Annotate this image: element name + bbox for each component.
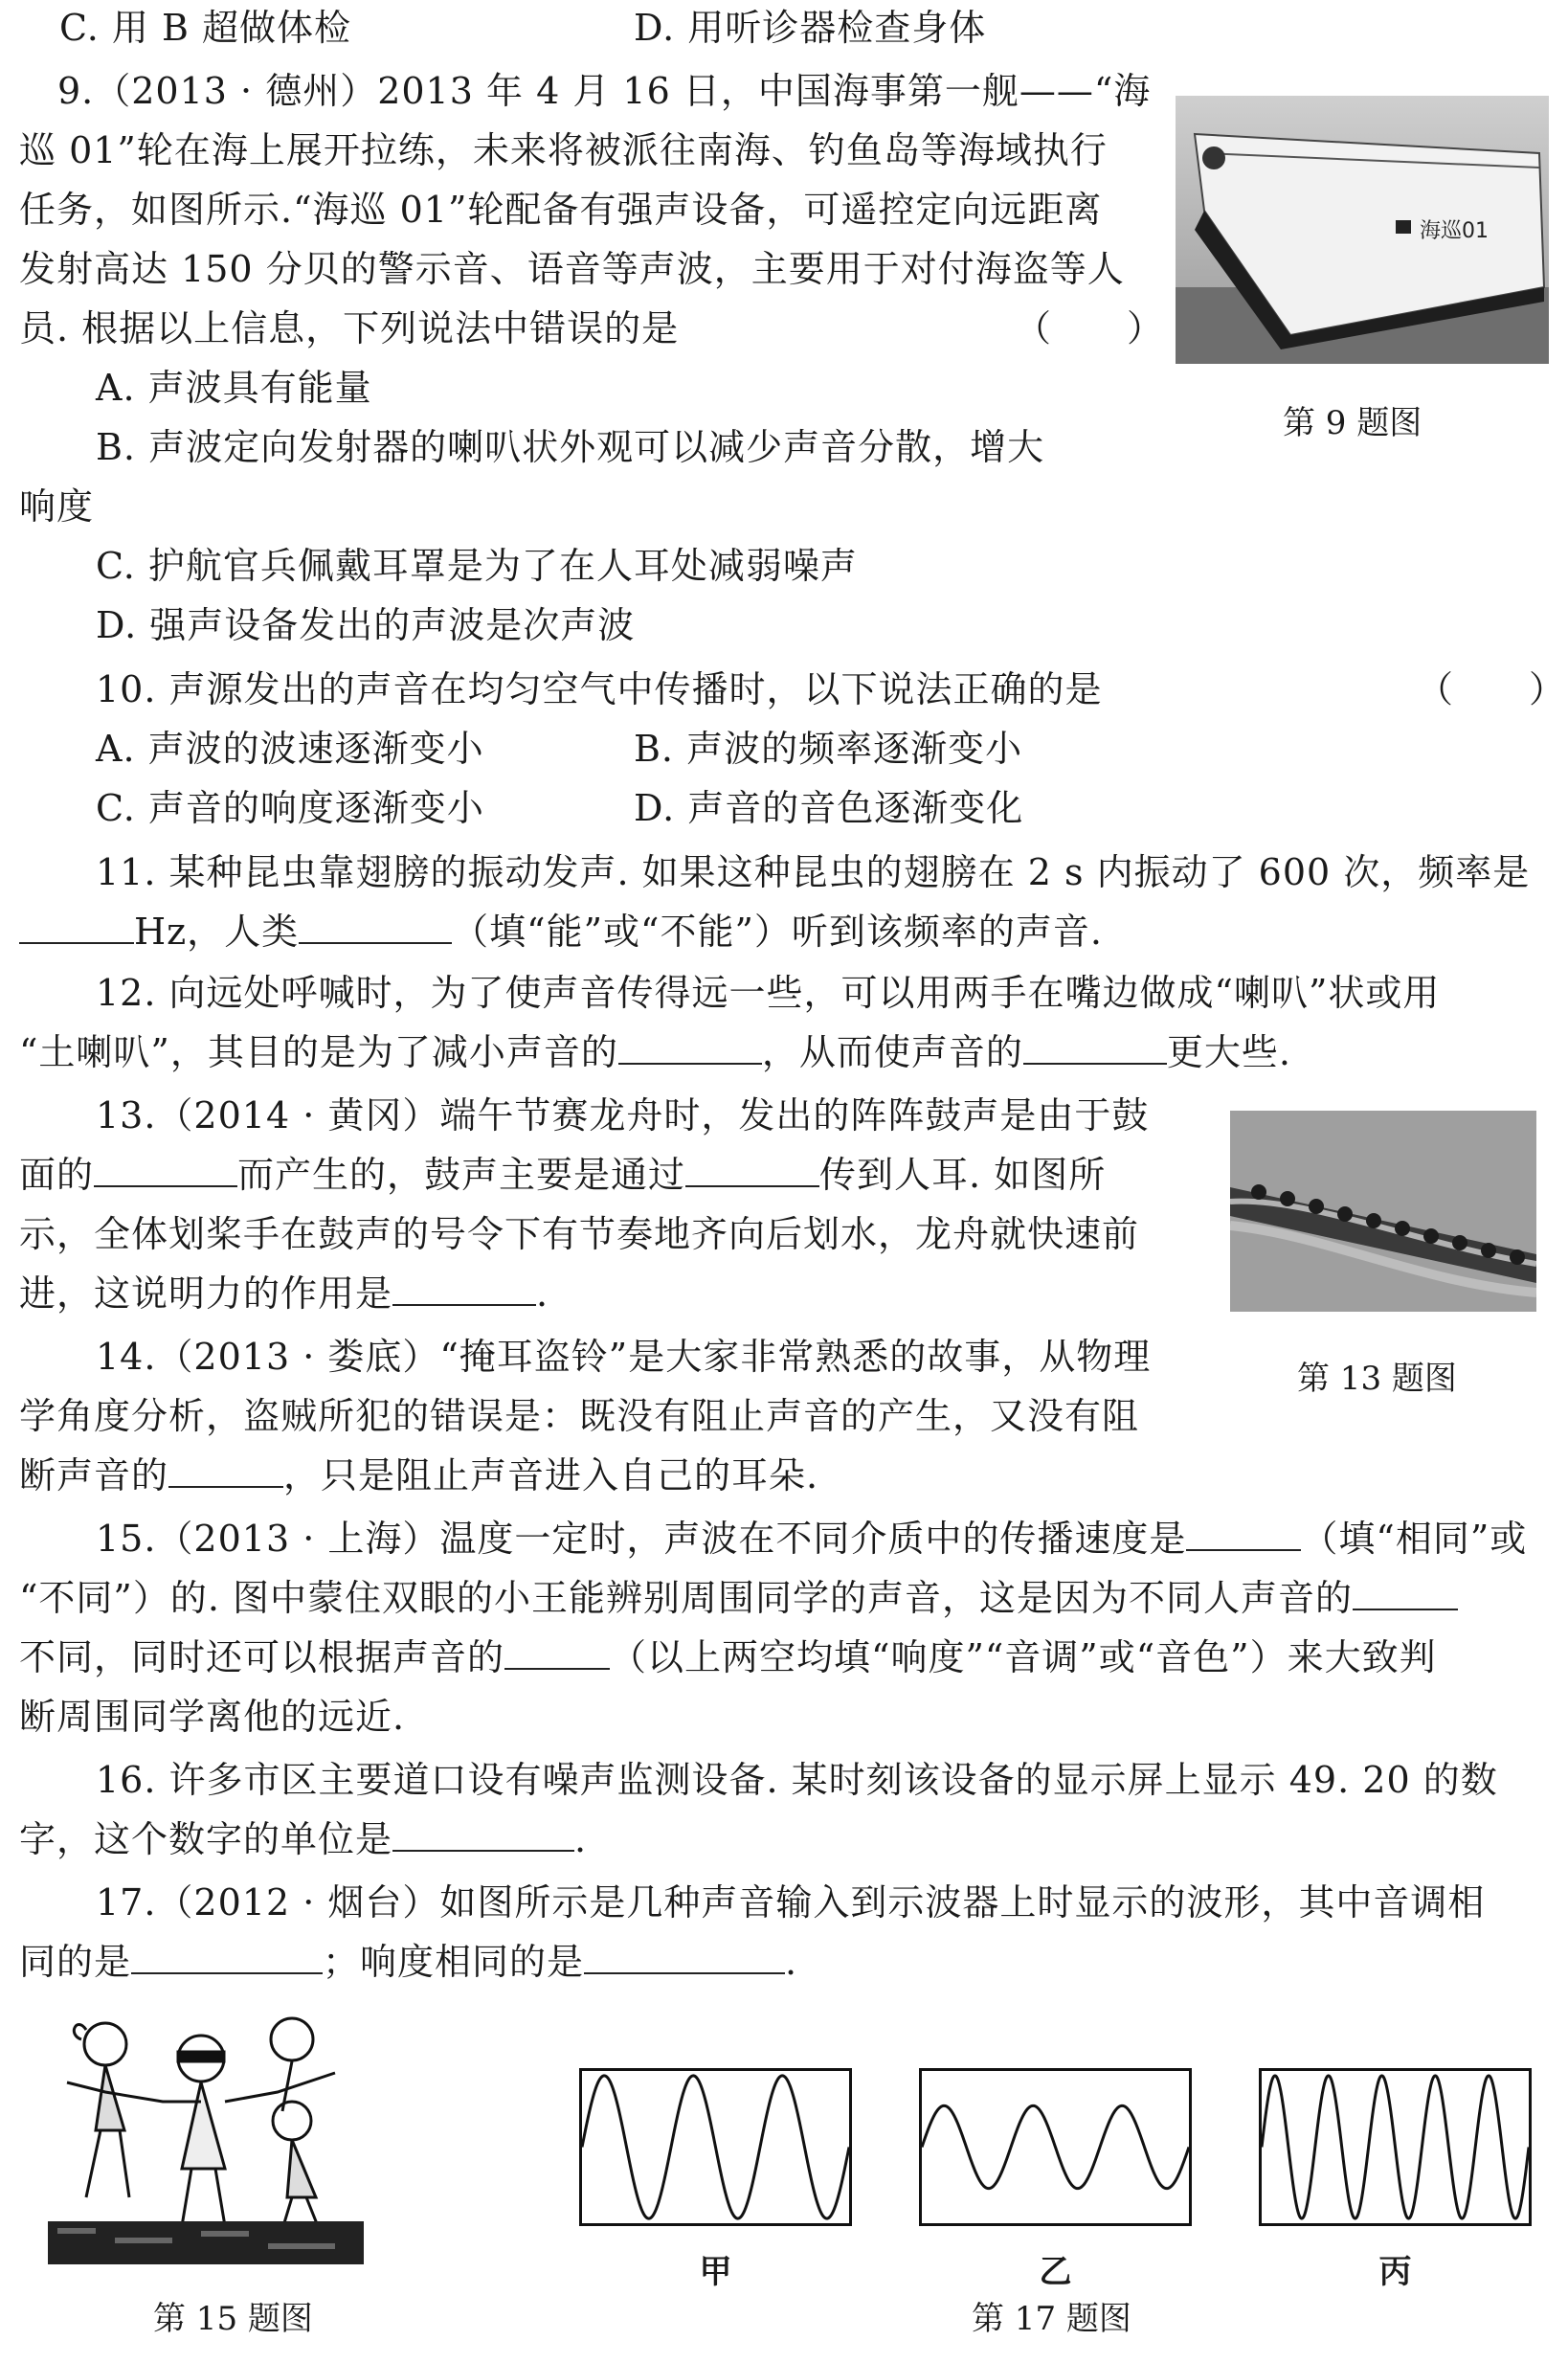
q12-blank-1[interactable] <box>618 1028 762 1065</box>
ship-image <box>1176 96 1549 364</box>
q15-figure-caption: 第 15 题图 <box>153 2300 313 2338</box>
q15-text-c: “不同”）的. 图中蒙住双眼的小王能辨别周围同学的声音，这是因为不同人声音的 <box>19 1577 1354 1619</box>
oscilloscope-screen <box>579 2068 852 2226</box>
oscilloscope-screen <box>919 2068 1192 2226</box>
q13-text-c: 传到人耳. 如图所 <box>819 1154 1107 1196</box>
q17-blank-loudness[interactable] <box>584 1938 785 1974</box>
q11-text-a: Hz，人类 <box>134 911 300 953</box>
q11-line-2 <box>19 908 1103 956</box>
q10-answer-paren: （ ） <box>1417 668 1567 710</box>
q9-line-5: 员. 根据以上信息，下列说法中错误的是 <box>19 307 680 349</box>
dragon-boat-image <box>1230 1111 1536 1312</box>
q12-text-c: 更大些. <box>1166 1031 1291 1073</box>
q15-line-4: 断周围同学离他的远近. <box>19 1696 406 1738</box>
q10-option-b: B. 声波的频率逐渐变小 <box>634 728 1023 770</box>
q15-text-b: （填“相同”或 <box>1301 1518 1528 1560</box>
waveform-2 <box>919 2068 1192 2226</box>
q13-text-a: 面的 <box>19 1154 95 1196</box>
blindfold-game-image <box>48 2006 364 2264</box>
q12-text-b: ，从而使声音的 <box>761 1031 1023 1073</box>
q15-text-a: 15.（2013 · 上海）温度一定时，声波在不同介质中的传播速度是 <box>96 1518 1187 1560</box>
waveform-3 <box>1259 2068 1532 2226</box>
q13-line-3: 示，全体划桨手在鼓声的号令下有节奏地齐向后划水，龙舟就快速前 <box>19 1213 1140 1255</box>
q10-option-a: A. 声波的波速逐渐变小 <box>96 728 484 770</box>
q9-line-1: 9.（2013 · 德州）2013 年 4 月 16 日，中国海事第一舰——“海 <box>57 70 1152 112</box>
q16-text-a: 字，这个数字的单位是 <box>19 1818 393 1860</box>
q13-blank-3[interactable] <box>392 1270 536 1306</box>
q9-line-3: 任务，如图所示.“海巡 01”轮配备有强声设备，可遥控定向远距离 <box>19 189 1103 231</box>
q16-blank-unit[interactable] <box>392 1815 574 1852</box>
q13-line-4 <box>19 1270 549 1317</box>
q15-children-illustration <box>48 2006 364 2264</box>
q9-option-d: D. 强声设备发出的声波是次声波 <box>96 604 636 646</box>
oscilloscope-screen <box>1259 2068 1532 2226</box>
q11-blank-audible[interactable] <box>299 908 452 944</box>
q16-line-1: 16. 许多市区主要道口设有噪声监测设备. 某时刻该设备的显示屏上显示 49. 20 的数 <box>96 1759 1498 1801</box>
q15-text-d: 不同，同时还可以根据声音的 <box>19 1636 505 1678</box>
q8-option-d: D. 用听诊器检查身体 <box>634 7 987 49</box>
q17-text-b: ；响度相同的是 <box>323 1941 585 1983</box>
q14-line-3 <box>19 1452 818 1499</box>
q13-blank-1[interactable] <box>94 1151 237 1187</box>
q13-line-2 <box>19 1151 1106 1199</box>
q14-line-1: 14.（2013 · 娄底）“掩耳盗铃”是大家非常熟悉的故事，从物理 <box>96 1336 1152 1378</box>
q9-line-2: 巡 01”轮在海上展开拉练，未来将被派往南海、钓鱼岛等海域执行 <box>19 129 1108 171</box>
q17-line-1: 17.（2012 · 烟台）如图所示是几种声音输入到示波器上时显示的波形，其中音调相 <box>96 1881 1486 1924</box>
q15-blank-3[interactable] <box>504 1633 610 1670</box>
waveform-label-2: 乙 <box>1039 2253 1072 2291</box>
q13-line-1: 13.（2014 · 黄冈）端午节赛龙舟时，发出的阵阵鼓声是由于鼓 <box>96 1094 1150 1136</box>
q16-line-2 <box>19 1815 587 1863</box>
ship-hull-text: 海巡01 <box>1420 219 1489 243</box>
q9-figure-caption: 第 9 题图 <box>1283 404 1422 442</box>
q12-line-2 <box>19 1028 1291 1076</box>
q9-answer-paren: （ ） <box>1015 307 1165 349</box>
q10-stem: 10. 声源发出的声音在均匀空气中传播时，以下说法正确的是 <box>96 668 1103 710</box>
q15-text-e: （以上两空均填“响度”“音调”或“音色”）来大致判 <box>610 1636 1437 1678</box>
q17-text-a: 同的是 <box>19 1941 132 1983</box>
q9-line-4: 发射高达 150 分贝的警示音、语音等声波，主要用于对付海盗等人 <box>19 248 1125 290</box>
q11-line-1: 11. 某种昆虫靠翅膀的振动发声. 如果这种昆虫的翅膀在 2 s 内振动了 600 次，频率是 <box>96 851 1531 893</box>
waveform-label-1: 甲 <box>699 2253 732 2291</box>
q13-text-d: 进，这说明力的作用是 <box>19 1272 393 1315</box>
q14-text-b: ，只是阻止声音进入自己的耳朵. <box>283 1454 819 1497</box>
q15-line-2 <box>19 1574 1458 1622</box>
q14-line-2: 学角度分析，盗贼所犯的错误是：既没有阻止声音的产生，又没有阻 <box>19 1395 1140 1437</box>
q9-option-b-1: B. 声波定向发射器的喇叭状外观可以减少声音分散，增大 <box>96 426 1045 468</box>
waveform-label-3: 丙 <box>1378 2253 1412 2291</box>
waveform-1 <box>579 2068 852 2226</box>
q15-blank-1[interactable] <box>1186 1515 1301 1551</box>
q17-line-2 <box>19 1938 797 1986</box>
q13-text-e: . <box>536 1272 549 1315</box>
q17-figure-caption: 第 17 题图 <box>972 2300 1131 2338</box>
q17-blank-pitch[interactable] <box>131 1938 323 1974</box>
q12-line-1: 12. 向远处呼喊时，为了使声音传得远一些，可以用两手在嘴边做成“喇叭”状或用 <box>96 972 1441 1014</box>
q14-text-a: 断声音的 <box>19 1454 169 1497</box>
q13-dragon-boat-photo <box>1230 1111 1536 1312</box>
q17-text-c: . <box>785 1941 798 1983</box>
q13-figure-caption: 第 13 题图 <box>1297 1360 1457 1398</box>
q9-option-a: A. 声波具有能量 <box>96 367 372 409</box>
q9-option-b-2: 响度 <box>19 485 95 528</box>
q13-blank-2[interactable] <box>685 1151 819 1187</box>
q15-blank-2[interactable] <box>1353 1574 1458 1610</box>
q14-blank-1[interactable] <box>168 1452 283 1488</box>
q8-option-c: C. 用 B 超做体检 <box>59 7 351 49</box>
q15-line-1 <box>96 1515 1527 1563</box>
q9-ship-photo <box>1176 96 1549 364</box>
q11-text-b: （填“能”或“不能”）听到该频率的声音. <box>452 911 1103 953</box>
q15-line-3 <box>19 1633 1437 1681</box>
q9-option-c: C. 护航官兵佩戴耳罩是为了在人耳处减弱噪声 <box>96 545 858 587</box>
q11-blank-frequency[interactable] <box>19 908 134 944</box>
q12-text-a: “土喇叭”，其目的是为了减小声音的 <box>19 1031 618 1073</box>
q10-option-d: D. 声音的音色逐渐变化 <box>634 787 1024 829</box>
q13-text-b: 而产生的，鼓声主要是通过 <box>237 1154 686 1196</box>
q12-blank-2[interactable] <box>1023 1028 1167 1065</box>
q16-text-b: . <box>574 1818 588 1860</box>
q10-option-c: C. 声音的响度逐渐变小 <box>96 787 484 829</box>
